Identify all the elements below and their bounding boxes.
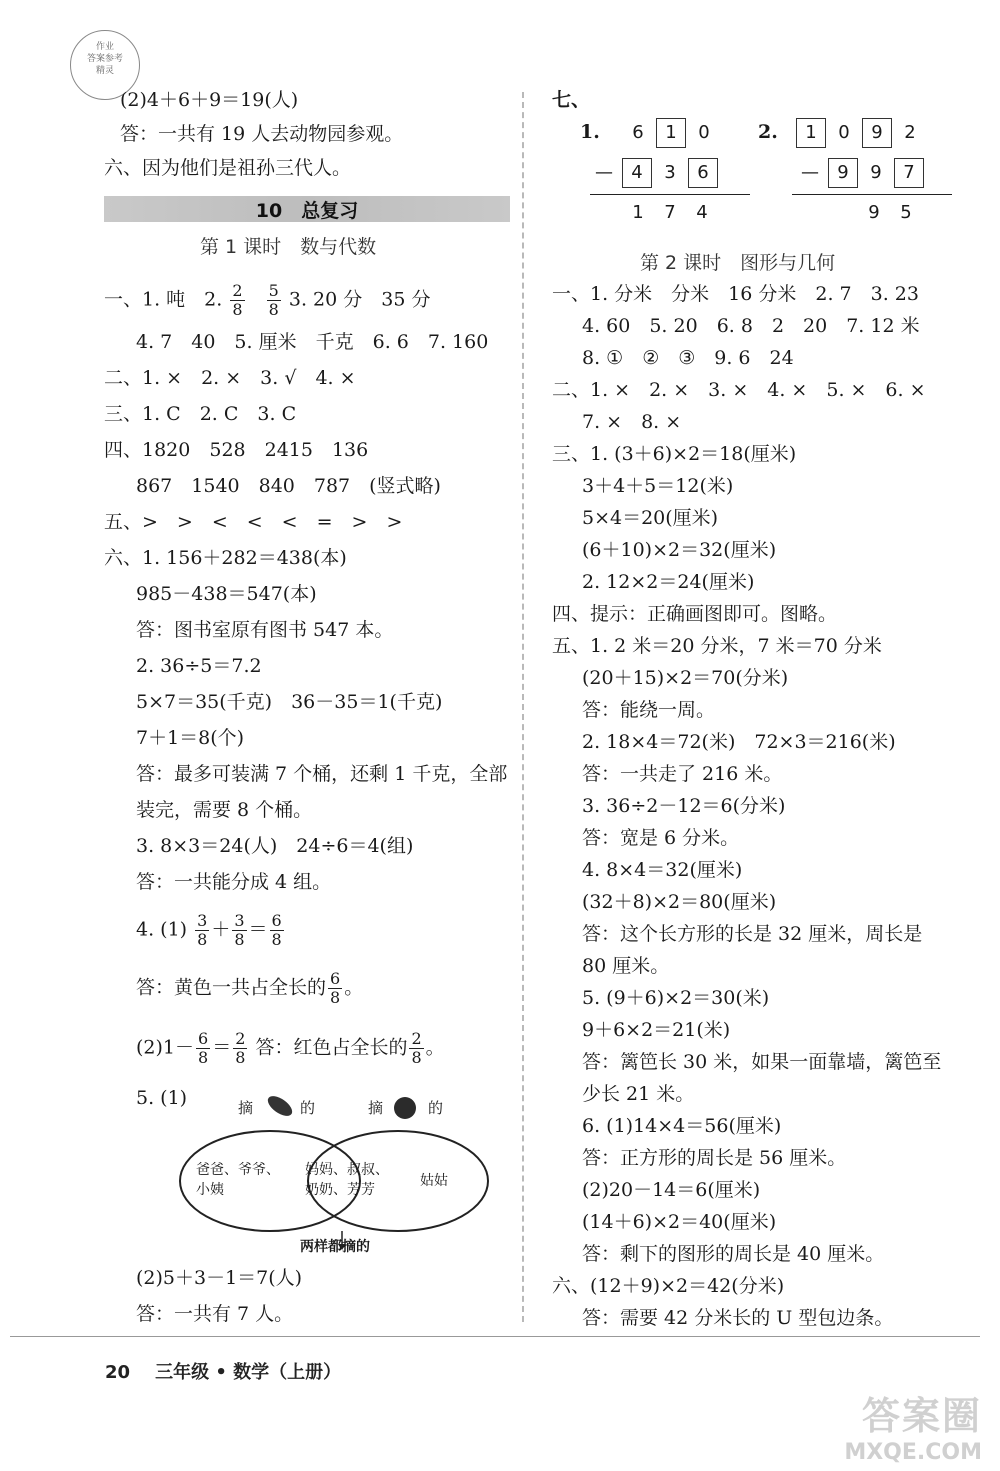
answer-line: 答：需要 42 分米长的 U 型包边条。 (582, 1307, 894, 1329)
footer-rule (10, 1336, 980, 1337)
fraction (233, 1030, 247, 1067)
denominator: 8 (330, 988, 341, 1007)
answer-line: 985－438＝547(本) (136, 583, 317, 605)
answer-line: 一、1. 分米 分米 16 分米 2. 7 3. 23 (552, 283, 919, 305)
puzzle-1-row-2 (590, 158, 718, 188)
numerator: 3 (234, 911, 245, 930)
q1-suffix: 3. 20 分 35 分 (288, 288, 431, 311)
venn-right-set: 姑姑 (420, 1173, 448, 1189)
answer-line: 6. (1)14×4＝56(厘米) (582, 1115, 782, 1137)
puzzle-2-row-1 (792, 118, 924, 148)
puzzle-1-rule (590, 194, 750, 195)
answer-text: 答：红色占全长的 (255, 1036, 408, 1059)
answer-line: 装完，需要 8 个桶。 (136, 799, 313, 821)
denominator: 8 (411, 1048, 422, 1067)
answer-line: 答：能绕一周。 (582, 699, 716, 721)
minus-sign: — (595, 162, 613, 183)
digit-box: 9 (828, 158, 858, 188)
answer-line: 3. 8×3＝24(人) 24÷6＝4(组) (136, 835, 414, 857)
watermark (844, 1385, 982, 1465)
answer-line: 5. (9＋6)×2＝30(米) (582, 987, 770, 1009)
digit-box: 4 (622, 158, 652, 188)
fraction (409, 1030, 423, 1067)
venn-left-title: 摘 (238, 1099, 254, 1117)
answer-line: 答：最多可装满 7 个桶，还剩 1 千克，全部 (136, 763, 508, 785)
answer-line: 9＋6×2＝21(米) (582, 1019, 731, 1041)
fraction (328, 970, 342, 1007)
answer-line (136, 970, 363, 1007)
answer-line: 8. ① ② ③ 9. 6 24 (582, 347, 794, 369)
answer-line: 80 厘米。 (582, 955, 670, 977)
fraction (195, 912, 209, 949)
tomato-icon (394, 1097, 416, 1119)
answer-line: 四、1820 528 2415 136 (104, 439, 369, 461)
answer-line: (32＋8)×2＝80(厘米) (582, 891, 777, 913)
digit-box: 1 (796, 118, 826, 148)
answer-line: 5×4＝20(厘米) (582, 507, 719, 529)
answer-line: 六、1. 156＋282＝438(本) (104, 547, 347, 569)
minus-sign: — (801, 162, 819, 183)
eggplant-icon (265, 1092, 296, 1120)
numerator: 2 (235, 1029, 246, 1048)
answer-line: 二、1. × 2. × 3. × 4. × 5. × 6. × (552, 379, 926, 401)
digit: 9 (868, 202, 880, 223)
answer-line: (2)1－ $\frac{6}{8}$ ＝ $\frac{2}{8}$ 答：红色占全长的 $\frac{2}{8}$ 。 (136, 1029, 445, 1067)
answer-line: 六、(12＋9)×2＝42(分米) (552, 1275, 785, 1297)
fraction (230, 282, 244, 319)
answer-line: 答：这个长方形的长是 32 厘米，周长是 (582, 923, 923, 945)
answer-line: 7＋1＝8(个) (136, 727, 245, 749)
answer-line: 三、1. (3＋6)×2＝18(厘米) (552, 443, 797, 465)
answer-line: (2)5＋3－1＝7(人) (136, 1267, 303, 1289)
puzzle-1-row-1 (620, 118, 718, 148)
denominator: 8 (232, 300, 243, 319)
numerator: 2 (232, 281, 243, 300)
answer-line: (6＋10)×2＝32(厘米) (582, 539, 777, 561)
numerator: 6 (198, 1029, 209, 1048)
lesson-title: 第 1 课时 数与代数 (200, 236, 377, 258)
answer-line: 少长 21 米。 (582, 1083, 695, 1105)
answer-line: 五、> > < < < = > > (104, 511, 403, 533)
puzzle-2-row-2 (792, 158, 924, 188)
digit: 6 (632, 122, 644, 143)
digit-box: 1 (656, 118, 686, 148)
digit: 3 (664, 162, 676, 183)
denominator: 8 (235, 1048, 246, 1067)
digit: 0 (838, 122, 850, 143)
venn-right-title-suffix: 的 (428, 1099, 444, 1117)
digit: 0 (698, 122, 710, 143)
answer-line: 答：一共有 19 人去动物园参观。 (120, 123, 404, 145)
lesson-title: 第 2 课时 图形与几何 (640, 252, 836, 274)
digit-box: 6 (688, 158, 718, 188)
denominator: 8 (198, 1048, 209, 1067)
answer-line: 答：正方形的周长是 56 厘米。 (582, 1147, 847, 1169)
question-1 (104, 282, 431, 319)
answer-line: (20＋15)×2＝70(分米) (582, 667, 789, 689)
answer-line: 三、1. C 2. C 3. C (104, 403, 297, 425)
answer-suffix: 。 (344, 976, 364, 999)
answer-text: 答：黄色一共占全长的 (136, 976, 327, 999)
footer-text: 三年级 • 数学（上册） (155, 1362, 342, 1383)
page-footer (105, 1358, 341, 1384)
watermark-logo: 答案圈 (861, 1394, 982, 1438)
answer-line: (2)20－14＝6(厘米) (582, 1179, 761, 1201)
section-title: 10 总复习 (104, 196, 510, 222)
answer-line: 答：一共有 7 人。 (136, 1303, 294, 1325)
puzzle-2-label: 2. (758, 121, 778, 143)
venn-left-title-suffix: 的 (300, 1099, 316, 1117)
puzzle-2-row-3 (856, 202, 920, 223)
stamp-text-bottom: 精灵 (95, 66, 114, 76)
q6-4-prefix: 4. (1) (136, 918, 188, 941)
answer-line: (2)4＋6＋9＝19(人) (120, 89, 299, 111)
answer-line: 867 1540 840 787 (竖式略) (136, 475, 441, 497)
answer-line: (14＋6)×2＝40(厘米) (582, 1211, 777, 1233)
fraction-equation: 4. (1) $\frac{3}{8}$ ＋ $\frac{3}{8}$ ＝ $\frac{6}{8}$ (136, 911, 282, 949)
fraction (267, 282, 281, 319)
digit-box: 9 (862, 118, 892, 148)
answer-line: 3＋4＋5＝12(米) (582, 475, 734, 497)
question-7-label: 七、 (552, 89, 591, 111)
stamp-text-mid: 答案参考 (86, 54, 123, 64)
q1-prefix: 一、1. 吨 2. (104, 288, 223, 311)
denominator: 8 (271, 930, 282, 949)
answer-line: 5×7＝35(千克) 36－35＝1(千克) (136, 691, 443, 713)
puzzle-2-rule (792, 194, 952, 195)
digit-box: 7 (894, 158, 924, 188)
denominator: 8 (268, 300, 279, 319)
answer-line: 五、1. 2 米＝20 分米，7 米＝70 分米 (552, 635, 882, 657)
answer-line: 3. 36÷2－12＝6(分米) (582, 795, 786, 817)
denominator: 8 (197, 930, 208, 949)
venn-bottom-label: 两样都摘的 (300, 1239, 370, 1255)
answer-line: 2. 18×4＝72(米) 72×3＝216(米) (582, 731, 896, 753)
answer-line: 四、提示：正确画图即可。图略。 (552, 603, 838, 625)
digit: 4 (696, 202, 708, 223)
digit: 1 (632, 202, 644, 223)
answer-line: 答：剩下的图形的周长是 40 厘米。 (582, 1243, 885, 1265)
numerator: 5 (268, 281, 279, 300)
page-number: 20 (105, 1362, 131, 1383)
answer-line: 二、1. × 2. × 3. √ 4. × (104, 367, 356, 389)
answer-line: 7. × 8. × (582, 411, 682, 433)
answer-line: 2. 36÷5＝7.2 (136, 655, 262, 677)
watermark-url: MXQE.COM (844, 1440, 982, 1465)
answer-text: (2)1－ (136, 1036, 195, 1059)
digit: 9 (870, 162, 882, 183)
numerator: 6 (330, 969, 341, 988)
column-divider (522, 92, 524, 1322)
answer-line: 答：一共走了 216 米。 (582, 763, 783, 785)
fraction (232, 912, 246, 949)
digit: 2 (904, 122, 916, 143)
fraction (270, 912, 284, 949)
answer-line: 六、因为他们是祖孙三代人。 (104, 157, 352, 179)
answer-line: 5. (1) (136, 1087, 188, 1109)
venn-intersection: 妈妈、叔叔、奶奶、芳芳 (305, 1162, 389, 1198)
answer-line: 4. 7 40 5. 厘米 千克 6. 6 7. 160 (136, 331, 489, 353)
venn-left-set: 爸爸、爷爷、小姨 (196, 1162, 280, 1198)
answer-line: 答：一共能分成 4 组。 (136, 871, 332, 893)
digit: 7 (664, 202, 676, 223)
answer-line: 4. 60 5. 20 6. 8 2 20 7. 12 米 (582, 315, 920, 337)
answer-line: 答：篱笆长 30 米，如果一面靠墙，篱笆至 (582, 1051, 942, 1073)
answer-line: 4. 8×4＝32(厘米) (582, 859, 743, 881)
denominator: 8 (234, 930, 245, 949)
venn-right-title: 摘 (368, 1099, 384, 1117)
numerator: 3 (197, 911, 208, 930)
numerator: 6 (271, 911, 282, 930)
digit: 5 (900, 202, 912, 223)
answer-line: 答：图书室原有图书 547 本。 (136, 619, 394, 641)
stamp-text-top: 作业 (95, 42, 114, 52)
answer-line: 2. 12×2＝24(厘米) (582, 571, 755, 593)
answer-line: 答：宽是 6 分米。 (582, 827, 740, 849)
numerator: 2 (411, 1029, 422, 1048)
puzzle-1-label: 1. (580, 121, 600, 143)
answer-suffix: 。 (425, 1036, 445, 1059)
puzzle-1-row-3 (620, 202, 716, 223)
fraction (196, 1030, 210, 1067)
